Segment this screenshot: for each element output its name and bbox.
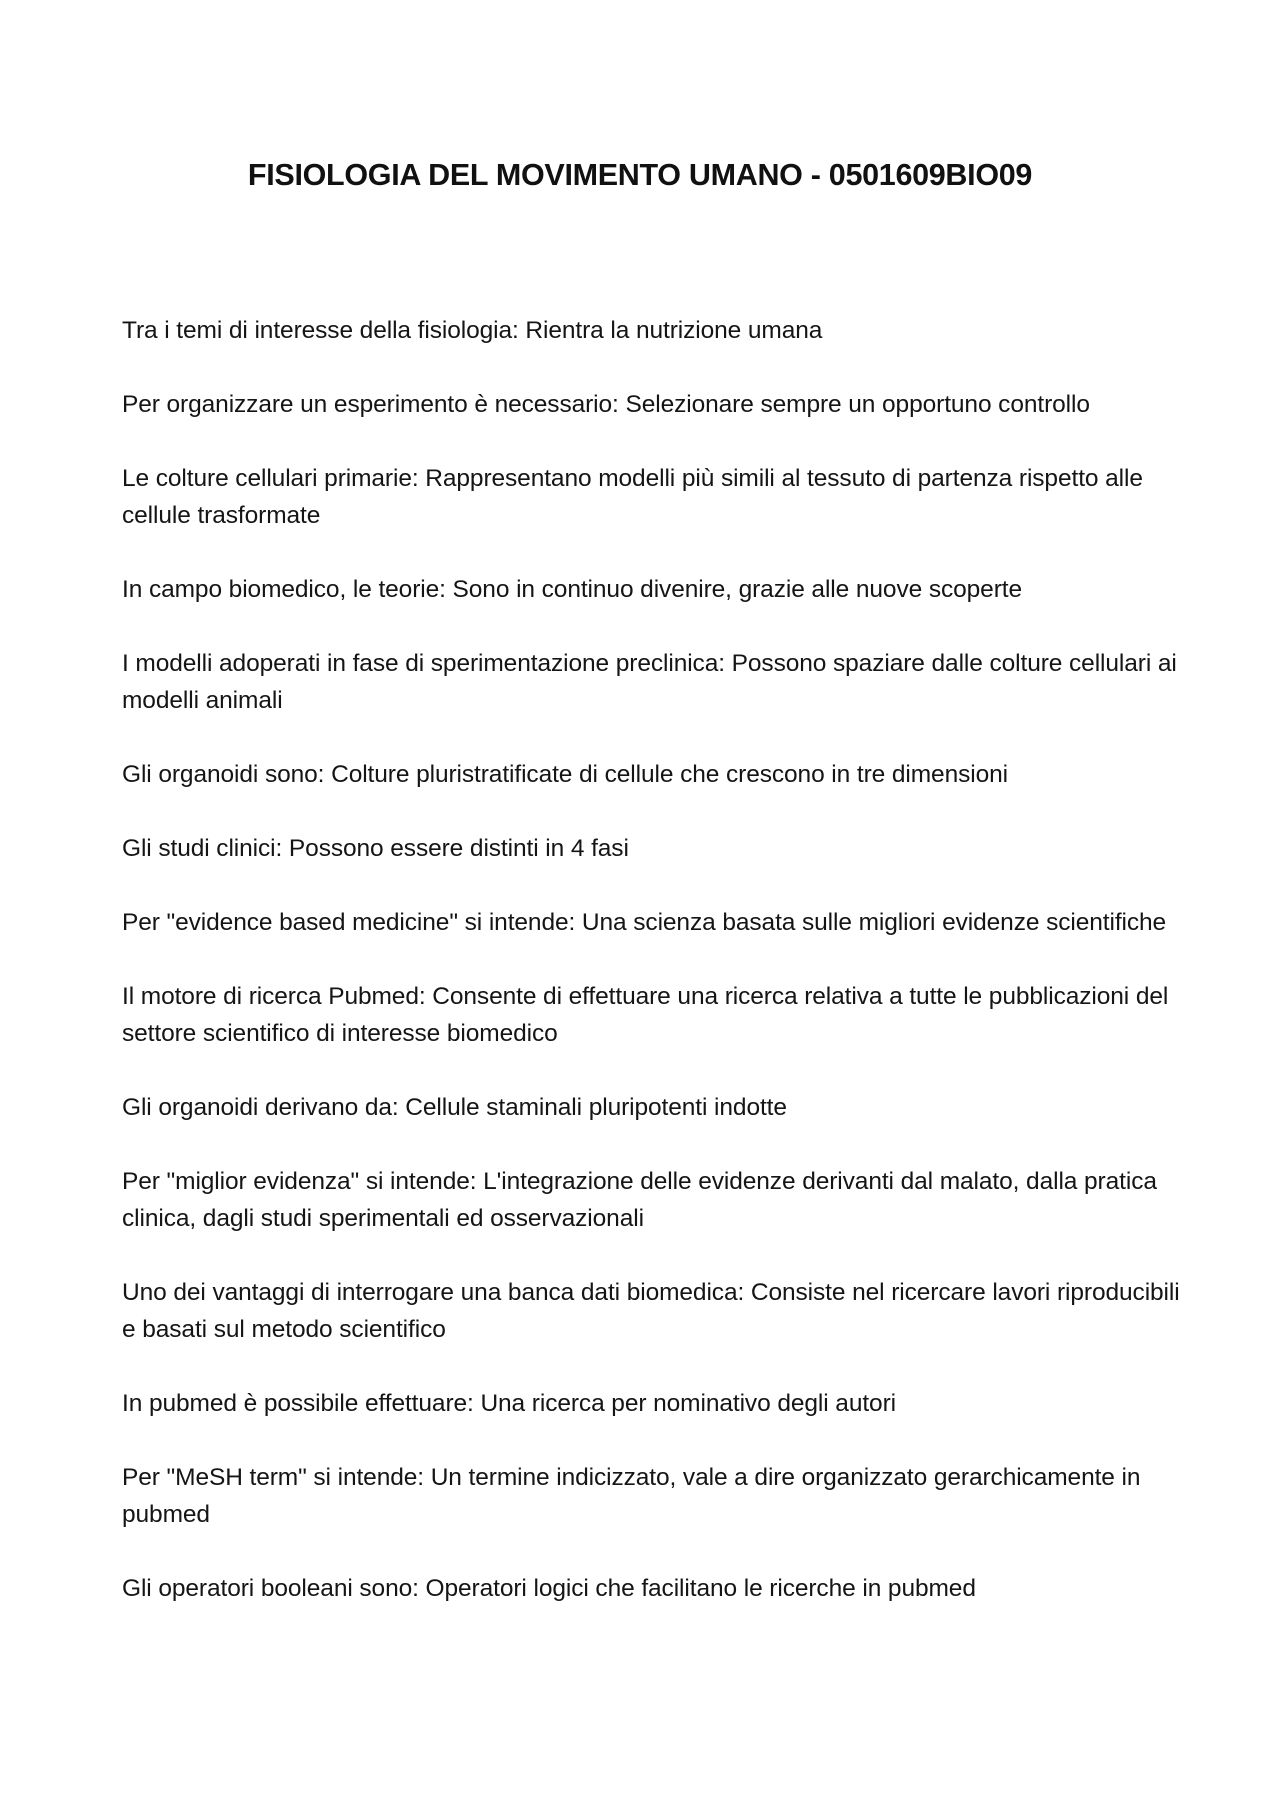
qa-item: Gli organoidi sono: Colture pluristratificate di cellule che crescono in tre dimensioni (122, 761, 1008, 788)
qa-item: Il motore di ricerca Pubmed: Consente di effettuare una ricerca relativa a tutte le pubblicazioni del settore scientifico di interesse biomedico (122, 983, 1169, 1047)
qa-item: I modelli adoperati in fase di sperimentazione preclinica: Possono spaziare dalle colture cellulari ai modelli animali (122, 650, 1177, 714)
qa-item: Per organizzare un esperimento è necessario: Selezionare sempre un opportuno controllo (122, 391, 1090, 418)
qa-item: In pubmed è possibile effettuare: Una ricerca per nominativo degli autori (122, 1390, 896, 1417)
qa-item: Le colture cellulari primarie: Rappresentano modelli più simili al tessuto di partenza rispetto alle cellule trasformate (122, 465, 1143, 529)
qa-item: Per "miglior evidenza" si intende: L'integrazione delle evidenze derivanti dal malato, dalla pratica clinica, dagli studi sperimentali ed osservazionali (122, 1168, 1157, 1232)
qa-item: Gli organoidi derivano da: Cellule staminali pluripotenti indotte (122, 1094, 787, 1121)
qa-item: Uno dei vantaggi di interrogare una banca dati biomedica: Consiste nel ricercare lavori riproducibili e basati sul metodo scientifico (122, 1279, 1180, 1343)
qa-item: Gli studi clinici: Possono essere distinti in 4 fasi (122, 835, 629, 862)
qa-item: Tra i temi di interesse della fisiologia: Rientra la nutrizione umana (122, 317, 823, 344)
qa-item: Per "evidence based medicine" si intende: Una scienza basata sulle migliori evidenze scientifiche (122, 909, 1167, 936)
qa-item: Per "MeSH term" si intende: Un termine indicizzato, vale a dire organizzato gerarchicamente in pubmed (122, 1464, 1141, 1528)
qa-list (122, 312, 1182, 1644)
document-title: FISIOLOGIA DEL MOVIMENTO UMANO - 0501609BIO09 (247, 158, 1033, 192)
qa-item: Gli operatori booleani sono: Operatori logici che facilitano le ricerche in pubmed (122, 1575, 976, 1602)
qa-item: In campo biomedico, le teorie: Sono in continuo divenire, grazie alle nuove scoperte (122, 576, 1023, 603)
